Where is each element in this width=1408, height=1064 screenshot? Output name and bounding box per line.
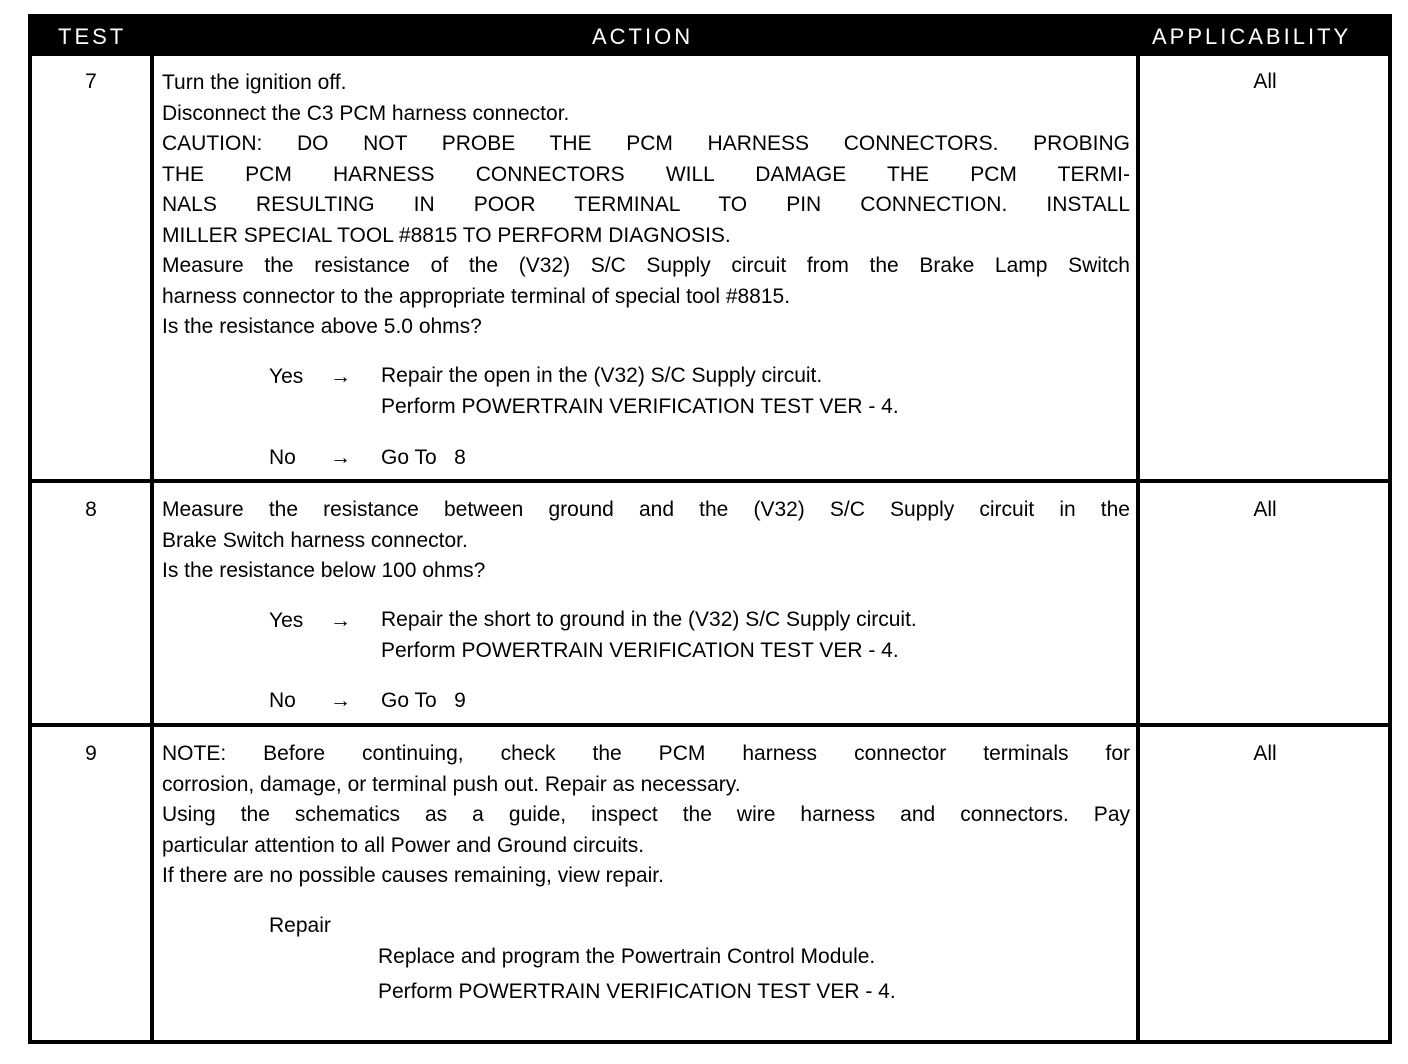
action-line: Measure the resistance of the (V32) S/C Supply circuit from the Brake Lamp Switch [162,254,1130,277]
arrow-icon: → [330,365,351,388]
question-line: Is the resistance below 100 ohms? [162,559,486,582]
result-line: Perform POWERTRAIN VERIFICATION TEST VER - 4. [381,638,899,662]
action-text [162,495,1130,587]
action-line: Disconnect the C3 PCM harness connector. [162,101,570,125]
yes-label: Yes [269,609,304,632]
result-line: Repair the short to ground in the (V32) S/C Supply circuit. [381,608,917,631]
no-result: Go To 8 [381,446,466,469]
note-line: NOTE: Before continuing, check the PCM harness connector terminals for [162,742,1130,765]
action-line: Turn the ignition off. [162,71,347,94]
applicability-value: All [1253,498,1277,521]
action-line: Brake Switch harness connector. [162,528,468,552]
header-action: ACTION [592,24,694,49]
applicability-value: All [1253,70,1277,93]
action-text [162,739,1130,892]
caution-line: CAUTION: DO NOT PROBE THE PCM HARNESS CONNECTORS. PROBING [162,132,1130,155]
result-line: Perform POWERTRAIN VERIFICATION TEST VER - 4. [381,394,899,418]
diagnostic-table [28,14,1392,1044]
header-test: TEST [58,24,127,49]
column-divider-applicability [1136,56,1140,1044]
caution-line: THE PCM HARNESS CONNECTORS WILL DAMAGE THE PCM TERMI- [162,162,1130,186]
no-result: Go To 9 [381,689,466,712]
repair-action: Perform POWERTRAIN VERIFICATION TEST VER - 4. [378,980,896,1003]
no-label: No [269,446,296,469]
caution-line: MILLER SPECIAL TOOL #8815 TO PERFORM DIAGNOSIS. [162,223,731,247]
action-line: harness connector to the appropriate terminal of special tool #8815. [162,284,791,308]
repair-label: Repair [269,914,331,937]
test-number: 7 [85,70,97,93]
action-line: Measure the resistance between ground and the (V32) S/C Supply circuit in the [162,498,1130,521]
caution-line: NALS RESULTING IN POOR TERMINAL TO PIN CONNECTION. INSTALL [162,193,1130,216]
repair-action: Replace and program the Powertrain Control Module. [378,945,876,968]
note-line: corrosion, damage, or terminal push out. Repair as necessary. [162,772,741,796]
action-line: Using the schematics as a guide, inspect the wire harness and connectors. Pay [162,803,1130,826]
test-number: 8 [85,498,97,521]
arrow-icon: → [330,609,351,632]
test-number: 9 [85,742,97,765]
question-line: Is the resistance above 5.0 ohms? [162,315,482,338]
action-line: particular attention to all Power and Ground circuits. [162,833,645,857]
arrow-icon: → [330,446,351,469]
yes-result [381,605,917,666]
yes-result [381,361,899,422]
row-divider [32,723,1388,727]
no-label: No [269,689,296,712]
header-applicability: APPLICABILITY [1152,24,1352,49]
row-divider [32,479,1388,483]
yes-label: Yes [269,365,304,388]
action-line: If there are no possible causes remaining, view repair. [162,864,664,887]
result-line: Repair the open in the (V32) S/C Supply circuit. [381,364,823,387]
action-text [162,68,1130,343]
arrow-icon: → [330,689,351,712]
column-divider-test [150,56,154,1044]
table-header [32,18,1388,56]
applicability-value: All [1253,742,1277,765]
